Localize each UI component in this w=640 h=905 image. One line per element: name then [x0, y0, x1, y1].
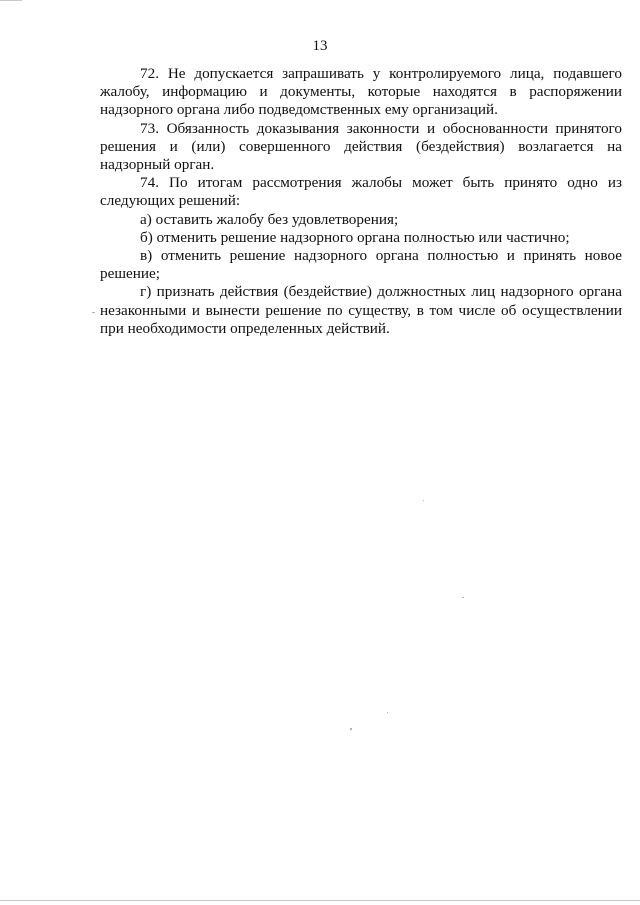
scan-speck — [92, 312, 95, 313]
scan-speck — [387, 712, 388, 713]
scan-speck — [350, 728, 352, 730]
paragraph-73: 73. Обязанность доказывания законности и обоснованности принятого решения и (или) совершенного действия (бездействия) возлагается на надзорный орган. — [100, 119, 622, 174]
scan-edge-top — [0, 0, 22, 1]
paragraph-72: 72. Не допускается запрашивать у контролируемого лица, подавшего жалобу, информацию и документы, которые находятся в распоряжении надзорного органа либо подведомственных ему организаций. — [100, 65, 622, 119]
scan-speck — [462, 597, 464, 598]
list-item-v: в) отменить решение надзорного органа полностью и принять новое решение; — [100, 247, 622, 283]
document-body — [100, 65, 622, 338]
list-item-g: г) признать действия (бездействие) должностных лиц надзорного органа незаконными и вынести решение по существу, в том числе об осуществлении при необходимости определенных действий. — [100, 283, 622, 337]
scan-edge-bottom — [0, 900, 640, 901]
paragraph-74: 74. По итогам рассмотрения жалобы может быть принято одно из следующих решений: — [100, 174, 622, 210]
list-item-b: б) отменить решение надзорного органа полностью или частично; — [140, 228, 570, 246]
scan-speck — [423, 500, 424, 501]
page-number: 13 — [312, 38, 328, 54]
list-item-a: а) оставить жалобу без удовлетворения; — [140, 210, 399, 228]
